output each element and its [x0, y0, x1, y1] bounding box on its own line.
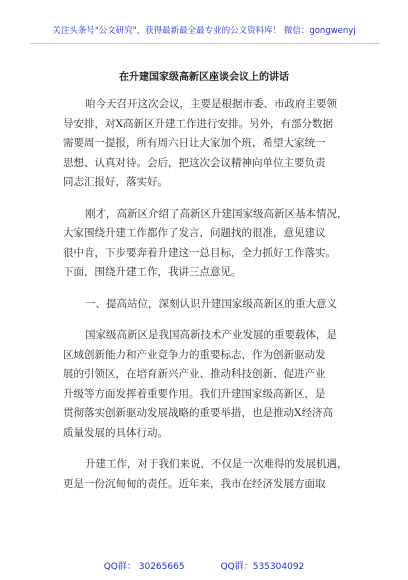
paragraph-3 [63, 326, 353, 443]
header-banner: 关注头条号"公文研究"，获得最新最全最专业的公文资料库！ 微信：gongwenyj [52, 26, 356, 36]
paragraph-line: 思想、认真对待。会后，把这次会议精神向单位主要负责 [63, 156, 326, 169]
paragraph-line: 升建工作，对于我们来说，不仅是一次难得的发展机遇， [85, 458, 348, 470]
paragraph-line: 区域创新能力和产业竞争力的重要标志，作为创新驱动发 [63, 348, 326, 361]
paragraph-line: 刚才，高新区介绍了高新区升建国家级高新区基本情况， [85, 207, 348, 220]
paragraph-4 [63, 455, 353, 494]
footer-contacts [0, 559, 408, 572]
paragraph-line: 咱今天召开这次会议，主要是根据市委、市政府主要领 [85, 98, 337, 110]
paragraph-line: 大家围绕升建工作都作了发言，问题找的很准，意见建议 [63, 227, 326, 239]
footer-qq-group-2: QQ群：535304092 [220, 562, 305, 572]
section-heading-text: 一、提高站位，深刻认识升建国家级高新区的重大意义 [85, 297, 337, 310]
paragraph-line: 展的引领区，在培育新兴产业、推动科技创新、促进产业 [63, 368, 326, 380]
paragraph-line: 国家级高新区是我国高新技术产业发展的重要载体，是 [85, 329, 337, 341]
paragraph-line: 下面，围绕升建工作，我讲三点意见。 [63, 266, 242, 278]
paragraph-2 [63, 205, 353, 283]
paragraph-line: 同志汇报好，落实好。 [63, 176, 168, 188]
paragraph-line: 需要周一提报，所有周六日让大家加个班，希望大家统一 [63, 137, 326, 149]
header-divider [30, 43, 380, 44]
paragraph-line: 质量发展的具体行动。 [63, 426, 168, 439]
paragraph-line: 很中肯，下步要奔着升建这一总目标，全力抓好工作落实。 [63, 246, 336, 259]
document-body [63, 95, 353, 504]
section-heading-1 [63, 295, 353, 315]
paragraph-line: 升级等方面发挥着重要作用。我们升建国家级高新区，是 [63, 387, 326, 400]
paragraph-1 [63, 95, 353, 193]
paragraph-line: 贯彻落实创新驱动发展战略的重要举措，也是推动X经济高 [63, 407, 333, 419]
footer-qq-group-1: QQ群： 30265665 [103, 562, 185, 572]
document-title: 在升建国家级高新区座谈会议上的讲话 [119, 72, 289, 83]
paragraph-line: 更是一份沉甸甸的责任。近年来，我市在经济发展方面取 [63, 477, 326, 490]
paragraph-line: 导安排，对X高新区升建工作进行安排。另外，有部分数据 [63, 117, 333, 130]
